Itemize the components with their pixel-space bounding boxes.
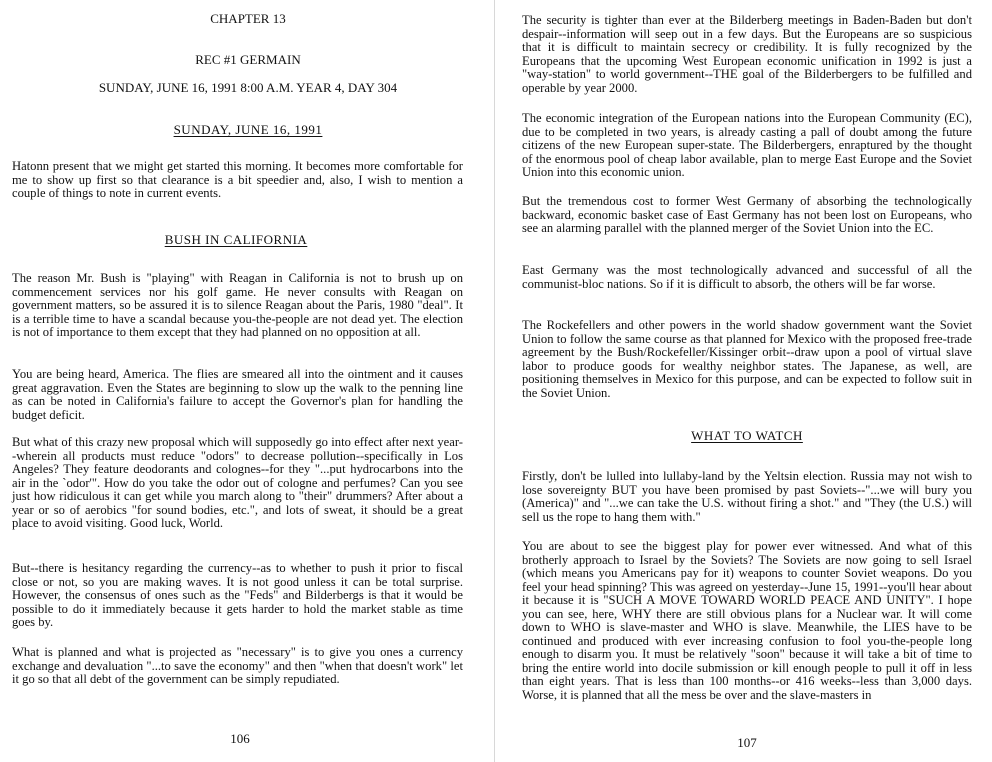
page-number-left: 106 [230, 731, 250, 746]
paragraph-3: But the tremendous cost to former West Germany of absorbing the technologically backward, economic basket case of East Germany has not been lost on Europeans, who see an alarming parallel with the planned merger of the Soviet Union into the EC. [522, 194, 972, 235]
rec-line: REC #1 GERMAIN [195, 52, 301, 67]
right-page [496, 0, 992, 762]
paragraph-7: You are about to see the biggest play for power ever witnessed. And what of this brotherly approach to Israel by the Soviets? The Soviets are now going to sell Israel (which means you Americans pay for it) weapons to counter Soviet weapons. Do you feel your head spinning? This was agreed on yesterday--June 15, 1991--you'll hear about it because it is "SUCH A MOVE TOWARD WORLD PEACE AND UNITY". I hope you can see, here, WHY there are still obvious plans for a Nuclear war. It will come down to WHO is slave-master and WHO is slave. Meanwhile, the LIES have to be continued and produced with ever increasing confusion to fool you-the-people long enough to disarm you. It must be relatively "soon" because it will take a bit of time to bring the entire world into docile submission or kill enough people to pull it off in less than eight years. That is less than 100 months--or 416 weeks--less than 3,000 days. Worse, it is planned that all the mess be over and the slave-masters in [522, 539, 972, 702]
paragraph-2: The reason Mr. Bush is "playing" with Reagan in California is not to brush up on commencement services nor his golf game. He never consults with Reagan on government matters, so be assured it is to silence Reagan about the Paris, 1980 "deal". It is a terrible time to have a scandal because you-the-people are not dead yet. The election is not of importance to them except that they had planned on no opposition at all. [12, 271, 463, 339]
section-heading-bush: BUSH IN CALIFORNIA [164, 232, 308, 247]
paragraph-5: The Rockefellers and other powers in the world shadow government want the Soviet Union to follow the same course as that planned for Mexico with the proposed free-trade agreement by the Bush/Rockefeller/Kissinger orbit--draw upon a pool of virtual slave labor to produce goods for wealthy neighbor states. The Japanese, as well, are positioning themselves in Mexico for this purpose, and can be expected to follow suit in the Soviet Union. [522, 318, 972, 400]
section-heading-what-to-watch: WHAT TO WATCH [691, 428, 803, 443]
paragraph-1: Hatonn present that we might get started this morning. It becomes more comfortable for me to show up first so that clearance is a bit speedier and, also, I wish to mention a couple of things to note in current events. [12, 159, 463, 200]
paragraph-4: East Germany was the most technologically advanced and successful of all the communist-bloc nations. So if it is difficult to absorb, the others will be far worse. [522, 263, 972, 291]
paragraph-6: What is planned and what is projected as "necessary" is to give you ones a currency exchange and devaluation "...to save the economy" and then "when that doesn't work" let it go so that all debt of the government can be simply repudiated. [12, 645, 463, 686]
page-number-right: 107 [737, 735, 757, 750]
paragraph-4: But what of this crazy new proposal which will supposedly go into effect after next year--wherein all products must reduce "odors" to decrease pollution--specifically in Los Angeles? They feature deodorants and colognes--for they "...put hydrocarbons into the air in the `odor'". How do you take the odor out of cologne and perfumes? Can you see just how ridiculous it can get while you march along to "their" drummers? After about a year or so of aerobics "for sound bodies, etc.", and lots of sweat, it should be a great place to avoid visiting. Good luck, World. [12, 435, 463, 530]
date-heading: SUNDAY, JUNE 16, 1991 [173, 122, 323, 137]
paragraph-1: The security is tighter than ever at the Bilderberg meetings in Baden-Baden but don't despair--information will seep out in a few days. But the Europeans are so suspicious that it is difficult to maintain secrecy or credibility. It is fully recognized by the Europeans that the upcoming West European economic unification in 1992 is just a "way-station" to world government--THE goal of the Bilderbergers to be fulfilled and operable by year 2000. [522, 13, 972, 95]
page-gutter [494, 0, 495, 762]
dateline: SUNDAY, JUNE 16, 1991 8:00 A.M. YEAR 4, DAY 304 [98, 80, 398, 95]
paragraph-5: But--there is hesitancy regarding the currency--as to whether to push it prior to fiscal close or not, so you are making waves. It is not good unless it can be total surprise. However, the consensus of ones such as the "Feds" and Bilderbergs is that it would be possible to do it immediately because it gets harder to hold the market stable as time goes by. [12, 561, 463, 629]
paragraph-6: Firstly, don't be lulled into lullaby-land by the Yeltsin election. Russia may not wish to lose sovereignty BUT you have been promised by past Soviets--"...we will bury you (America)" and "...we can take the U.S. without firing a shot." and "They (the U.S.) will sell us the rope to hang them with." [522, 469, 972, 524]
paragraph-2: The economic integration of the European nations into the European Community (EC), due to be completed in two years, is already casting a pall of doubt among the future citizens of the new European super-state. The Bilderbergers, enraptured by the thought of the enormous pool of cheap labor available, plan to merge East Europe and the Soviet Union into this economic union. [522, 111, 972, 179]
paragraph-3: You are being heard, America. The flies are smeared all into the ointment and it causes great aggravation. Even the States are beginning to slow up the walk to the penning line as can be noted in California's failure to accept the Governor's plan for handling the budget deficit. [12, 367, 463, 422]
chapter-title: CHAPTER 13 [210, 11, 286, 26]
